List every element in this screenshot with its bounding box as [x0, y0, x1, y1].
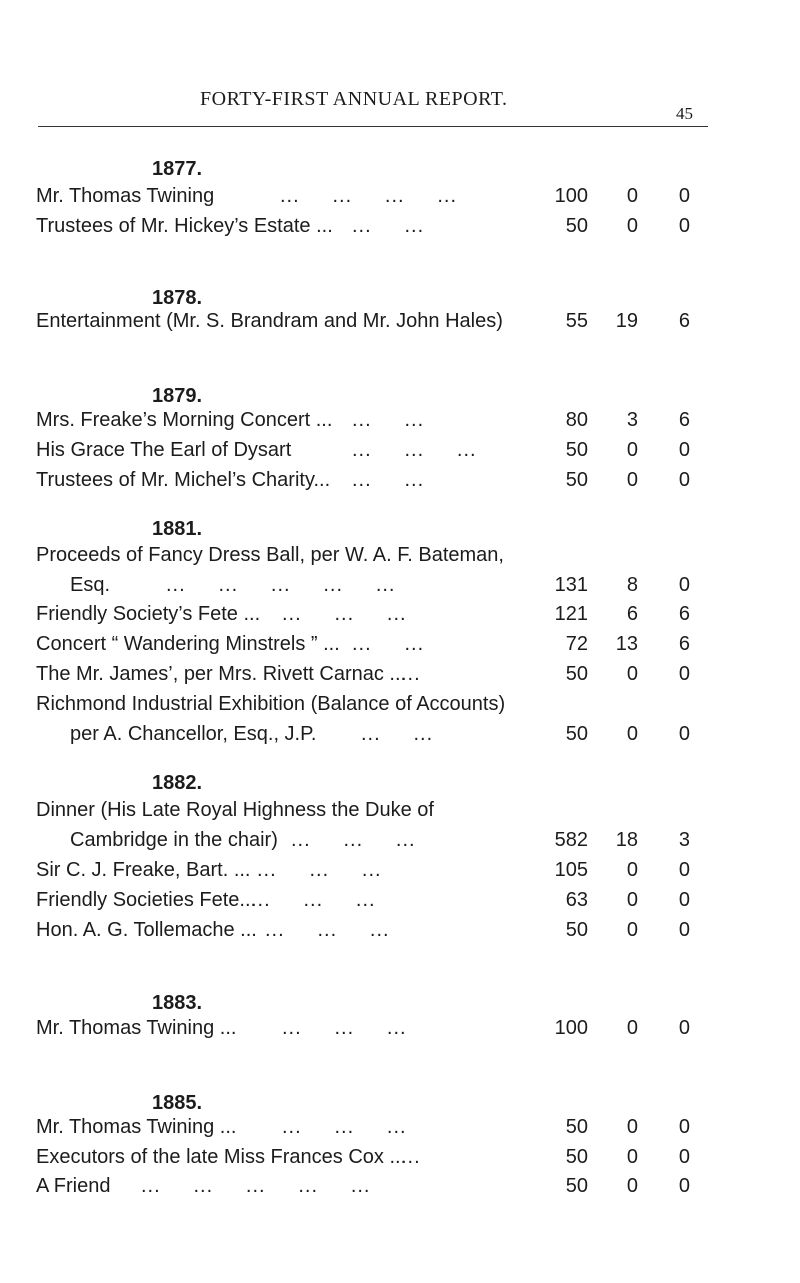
amount-shillings: 0: [626, 469, 638, 491]
subscription-entry: [36, 1112, 766, 1142]
amount-shillings: 0: [626, 1116, 638, 1138]
entry-description: Mrs. Freake’s Morning Concert ...: [36, 409, 333, 431]
dot-leaders: ... ... ...: [265, 919, 390, 941]
subscription-entry: [36, 795, 766, 825]
entry-description: Proceeds of Fancy Dress Ball, per W. A. F. Bateman,: [36, 544, 504, 566]
dot-leaders: ... ... ...: [251, 889, 376, 911]
subscription-entry: [36, 181, 766, 211]
dot-leaders: ... ... ...: [257, 859, 382, 881]
subscription-entry: [36, 915, 766, 945]
entry-description: Mr. Thomas Twining ...: [36, 1116, 237, 1138]
entry-description: Friendly Society’s Fete ...: [36, 603, 261, 625]
entry-description: A Friend: [36, 1175, 111, 1197]
amount-shillings: 0: [626, 663, 638, 685]
amount-shillings: 0: [626, 215, 638, 237]
subscription-entry: [36, 540, 766, 570]
amount-pounds: 50: [565, 663, 588, 685]
amount-shillings: 3: [626, 409, 638, 431]
amount-pence: 6: [678, 633, 690, 655]
subscription-entry: [36, 629, 766, 659]
dot-leaders: ... ...: [361, 723, 434, 745]
amount-pence: 0: [678, 919, 690, 941]
subscription-entry: [36, 1013, 766, 1043]
amount-shillings: 6: [626, 603, 638, 625]
amount-shillings: 0: [626, 1146, 638, 1168]
amount-pounds: 50: [565, 215, 588, 237]
dot-leaders: ... ...: [352, 469, 425, 491]
entry-description: The Mr. James’, per Mrs. Rivett Carnac ...: [36, 663, 407, 685]
dot-leaders: ... ... ...: [282, 1116, 407, 1138]
amount-pounds: 50: [565, 1146, 588, 1168]
year-heading: 1879.: [152, 385, 203, 407]
amount-pounds: 50: [565, 1116, 588, 1138]
amount-shillings: 19: [615, 310, 638, 332]
dot-leaders: ... ...: [352, 215, 425, 237]
subscription-entry: [36, 599, 766, 629]
entry-description: Richmond Industrial Exhibition (Balance of Accounts): [36, 693, 506, 715]
subscription-entry: [36, 1142, 766, 1172]
amount-shillings: 8: [626, 574, 638, 596]
amount-shillings: 0: [626, 859, 638, 881]
dot-leaders: ... ... ...: [282, 603, 407, 625]
year-heading: 1882.: [152, 772, 203, 794]
subscription-entry: [36, 1171, 766, 1201]
amount-pence: 0: [678, 889, 690, 911]
amount-pounds: 72: [565, 633, 588, 655]
subscription-entry: [36, 885, 766, 915]
amount-pounds: 50: [565, 439, 588, 461]
year-heading: 1878.: [152, 287, 203, 309]
entry-description: Cambridge in the chair): [70, 829, 278, 851]
entry-description: Trustees of Mr. Hickey’s Estate ...: [36, 215, 333, 237]
amount-pence: 0: [678, 1017, 690, 1039]
subscription-entry: [36, 825, 766, 855]
entry-description: Mr. Thomas Twining ...: [36, 1017, 237, 1039]
amount-pounds: 582: [554, 829, 588, 851]
year-heading: 1885.: [152, 1092, 203, 1114]
amount-pence: 6: [678, 409, 690, 431]
amount-shillings: 0: [626, 723, 638, 745]
dot-leaders: ... ... ...: [291, 829, 416, 851]
amount-pence: 0: [678, 469, 690, 491]
subscription-entry: [36, 435, 766, 465]
amount-pounds: 50: [565, 469, 588, 491]
entry-description: Friendly Societies Fete...: [36, 889, 257, 911]
entry-description: Concert “ Wandering Minstrels ” ...: [36, 633, 340, 655]
amount-shillings: 0: [626, 1017, 638, 1039]
amount-pence: 0: [678, 1175, 690, 1197]
dot-leaders: ...: [401, 663, 421, 685]
amount-pounds: 50: [565, 1175, 588, 1197]
subscription-entry: [36, 719, 766, 749]
entry-description: Esq.: [70, 574, 111, 596]
amount-pence: 0: [678, 859, 690, 881]
dot-leaders: ... ...: [352, 633, 425, 655]
subscription-entry: [36, 570, 766, 600]
page-number: 45: [676, 104, 693, 123]
amount-pounds: 50: [565, 723, 588, 745]
entry-description: His Grace The Earl of Dysart: [36, 439, 292, 461]
amount-shillings: 13: [615, 633, 638, 655]
subscription-entry: [36, 855, 766, 885]
entry-description: Dinner (His Late Royal Highness the Duke of: [36, 799, 434, 821]
amount-pounds: 80: [565, 409, 588, 431]
amount-pounds: 121: [554, 603, 588, 625]
amount-pounds: 100: [554, 1017, 588, 1039]
entry-description: Hon. A. G. Tollemache ...: [36, 919, 257, 941]
dot-leaders: ... ... ...: [282, 1017, 407, 1039]
subscription-entry: [36, 211, 766, 241]
entry-description: Executors of the late Miss Frances Cox ...: [36, 1146, 407, 1168]
amount-pounds: 131: [554, 574, 588, 596]
amount-pence: 0: [678, 439, 690, 461]
amount-pounds: 100: [554, 185, 588, 207]
amount-pence: 6: [678, 310, 690, 332]
subscription-entry: [36, 306, 766, 336]
page-header: FORTY-FIRST ANNUAL REPORT.: [200, 88, 508, 110]
year-heading: 1877.: [152, 158, 203, 180]
amount-pounds: 63: [565, 889, 588, 911]
amount-shillings: 18: [615, 829, 638, 851]
year-heading: 1883.: [152, 992, 203, 1014]
dot-leaders: ... ... ...: [352, 439, 477, 461]
amount-pence: 0: [678, 723, 690, 745]
amount-shillings: 0: [626, 185, 638, 207]
amount-pence: 0: [678, 1116, 690, 1138]
entry-description: Mr. Thomas Twining: [36, 185, 215, 207]
entry-description: Trustees of Mr. Michel’s Charity...: [36, 469, 331, 491]
subscription-entry: [36, 465, 766, 495]
dot-leaders: ...: [401, 1146, 421, 1168]
amount-pence: 0: [678, 215, 690, 237]
amount-pence: 0: [678, 663, 690, 685]
subscription-entry: [36, 405, 766, 435]
subscription-entry: [36, 689, 766, 719]
amount-pence: 6: [678, 603, 690, 625]
amount-pence: 3: [678, 829, 690, 851]
amount-shillings: 0: [626, 439, 638, 461]
dot-leaders: ... ... ... ... ...: [166, 574, 396, 596]
entry-description: Sir C. J. Freake, Bart. ...: [36, 859, 251, 881]
amount-pounds: 50: [565, 919, 588, 941]
amount-pence: 0: [678, 1146, 690, 1168]
amount-pounds: 55: [565, 310, 588, 332]
amount-shillings: 0: [626, 889, 638, 911]
amount-shillings: 0: [626, 919, 638, 941]
year-heading: 1881.: [152, 518, 203, 540]
dot-leaders: ... ...: [352, 409, 425, 431]
entry-description: Entertainment (Mr. S. Brandram and Mr. John Hales): [36, 310, 503, 332]
subscription-entry: [36, 659, 766, 689]
dot-leaders: ... ... ... ... ...: [141, 1175, 371, 1197]
dot-leaders: ... ... ... ...: [280, 185, 458, 207]
amount-pence: 0: [678, 574, 690, 596]
entry-description: per A. Chancellor, Esq., J.P.: [70, 723, 317, 745]
amount-pence: 0: [678, 185, 690, 207]
amount-shillings: 0: [626, 1175, 638, 1197]
amount-pounds: 105: [554, 859, 588, 881]
header-rule: [38, 126, 708, 127]
